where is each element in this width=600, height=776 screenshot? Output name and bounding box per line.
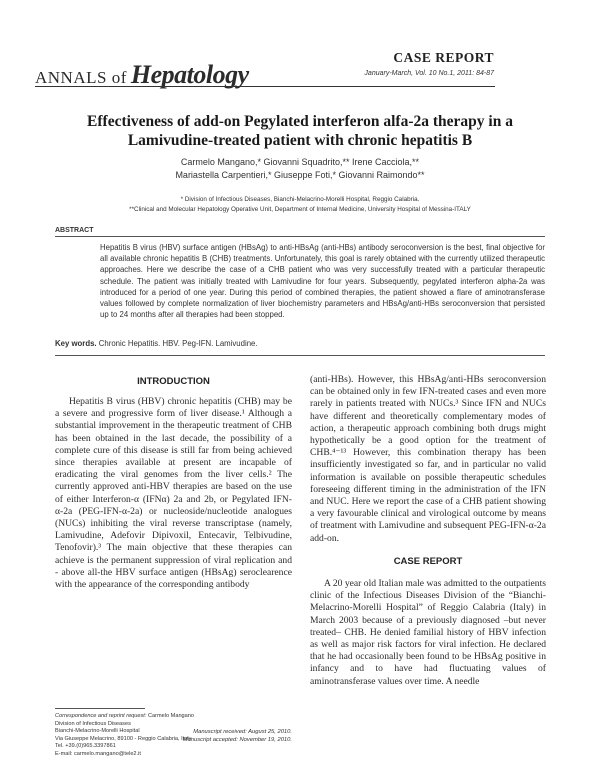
accepted-date: Manuscript accepted: November 19, 2010.	[182, 736, 292, 743]
left-column	[55, 396, 292, 591]
abstract-label: ABSTRACT	[55, 227, 94, 234]
abstract-text: Hepatitis B virus (HBV) surface antigen (HBsAg) to anti-HBsAg (anti-HBs) antibody seroconversion is the best, final objective for all available chronic hepatitis B (CHB) treatments. Unfortunately, this goal is rarely obtained with the currently utilized therapeutic approaches. Here we describe the case of a CHB patient who was very successfully treated with a particular therapeutic schedule. The patient was initially treated with Lamivudine for four years. Subsequently, pegylated interferon alpha-2a was introduced for a period of one year. During this period of combined therapies, the patient showed a flare of aminotransferase values followed by complete normalization of liver biochemistry parameters and HBsAg/anti-HBs seroconversion that persisted up to 24 months after all therapies had been stopped.	[100, 243, 545, 320]
keywords-label: Key words.	[55, 339, 97, 348]
correspondence-line-3: Bianchi-Melacrino-Morelli Hospital	[55, 728, 140, 735]
keywords-rule	[55, 355, 545, 356]
correspondence-line-2: Division of Infectious Diseases	[55, 720, 131, 727]
journal-name-part1: ANNALS of	[35, 68, 127, 87]
issue-info: January-March, Vol. 10 No.1, 2011: 84-87	[364, 70, 494, 77]
correspondence-label: Correspondence and reprint request:	[55, 713, 147, 719]
authors-line-1: Carmelo Mangano,* Giovanni Squadrito,** Irene Cacciola,**	[180, 157, 420, 167]
abstract-rule	[55, 236, 545, 237]
intro-paragraph-2: (anti-HBs). However, this HBsAg/anti-HBs seroconversion can be obtained only in few IFN-treated cases and even more rarely in patients treated with NUCs.³ Since IFN and NUCs have different and theoretically complementary modes of action, a therapeutic approach combining both drugs might hypothetically be a good option for the treatment of CHB.⁴⁻¹³ However, this combination therapy has been insufficiently investigated so far, and in particular no valid information is available on possible therapeutic schedules foreseeing different timing in the administration of the IFN and NUC. Here we report the case of a CHB patient showing a very favourable clinical and virological outcome by means of treatment with Lamivudine and subsequent PEG-IFN-α-2a add-on.	[310, 374, 546, 544]
received-date: Manuscript received: August 25, 2010.	[193, 729, 292, 735]
affiliations	[40, 195, 560, 215]
header-rule	[35, 86, 495, 87]
section-label: CASE REPORT	[393, 50, 494, 65]
introduction-heading: INTRODUCTION	[137, 376, 210, 387]
journal-name-part2: Hepatology	[130, 60, 249, 89]
correspondence-line-4: Via Giuseppe Melacrino, 89100 - Reggio Calabria, Italy	[55, 735, 192, 742]
authors-line-2: Mariastella Carpentieri,* Giuseppe Foti,* Giovanni Raimondo**	[175, 170, 425, 180]
case-paragraph-1: A 20 year old Italian male was admitted to the outpatients clinic of the Infectious Diseases Division of the “Bianchi-Melacrino-Morelli Hospital” of Reggio Calabria (Italy) in March 2003 because of a previously diagnosed –but never treated– CHB. He denied familial history of HBV infection as well as major risk factors for viral infection. He declared that he had occasionally been found to be HBsAg positive in infancy and to have had fluctuating values of aminotransferase values over time. A needle	[310, 578, 546, 687]
affiliation-1: * Division of Infectious Diseases, Bianchi-Melacrino-Morelli Hospital, Reggio Calabria.	[180, 196, 420, 203]
author-list	[60, 156, 540, 182]
manuscript-dates	[150, 729, 292, 744]
correspondence-name: Carmelo Mangano	[147, 713, 195, 719]
right-column	[310, 374, 546, 688]
correspondence-line-1	[55, 713, 194, 721]
correspondence-email: E-mail: carmelo.mangano@tele2.it	[55, 750, 141, 757]
article-title: Effectiveness of add-on Pegylated interferon alfa-2a therapy in a Lamivudine-treated patient with chronic hepatitis B	[87, 113, 513, 149]
correspondence-line-5: Tel. +39.(0)965.3397861	[55, 743, 116, 750]
case-report-heading: CASE REPORT	[393, 555, 463, 567]
footnote-rule	[55, 708, 145, 709]
affiliation-2: **Clinical and Molecular Hepatology Operative Unit, Department of Internal Medicine, University Hospital of Messina-ITALY	[129, 206, 471, 213]
keywords-text: Chronic Hepatitis. HBV. Peg-IFN. Lamivudine.	[98, 339, 258, 348]
intro-paragraph-1: Hepatitis B virus (HBV) chronic hepatitis (CHB) may be a severe and progressive form of liver disease.¹ Although a substantial improvement in the therapeutic treatment of CHB has been obtained in the last decade, the possibility of a complete cure of this disease is still far from being achieved since therapies available at present are incapable of eradicating the viral genomes from the liver cells.² The currently approved anti-HBV therapies are based on the use of either Interferon-α (IFNα) 2a and 2b, or Pegylated IFN-α-2a (PEG-IFN-α-2a) or nucleoside/nucleotide analogues (NUCs) inhibiting the viral reverse transcriptase (namely, Lamivudine, Adefovir Dipivoxil, Entecavir, Telbivudine, Tenofovir).³ The main objective that these therapies can achieve is the permanent suppression of viral replication and - above all-the HBV surface antigen (HBsAg) seroclearence with the appearance of the corresponding antibody	[55, 396, 292, 591]
keywords	[55, 339, 258, 348]
